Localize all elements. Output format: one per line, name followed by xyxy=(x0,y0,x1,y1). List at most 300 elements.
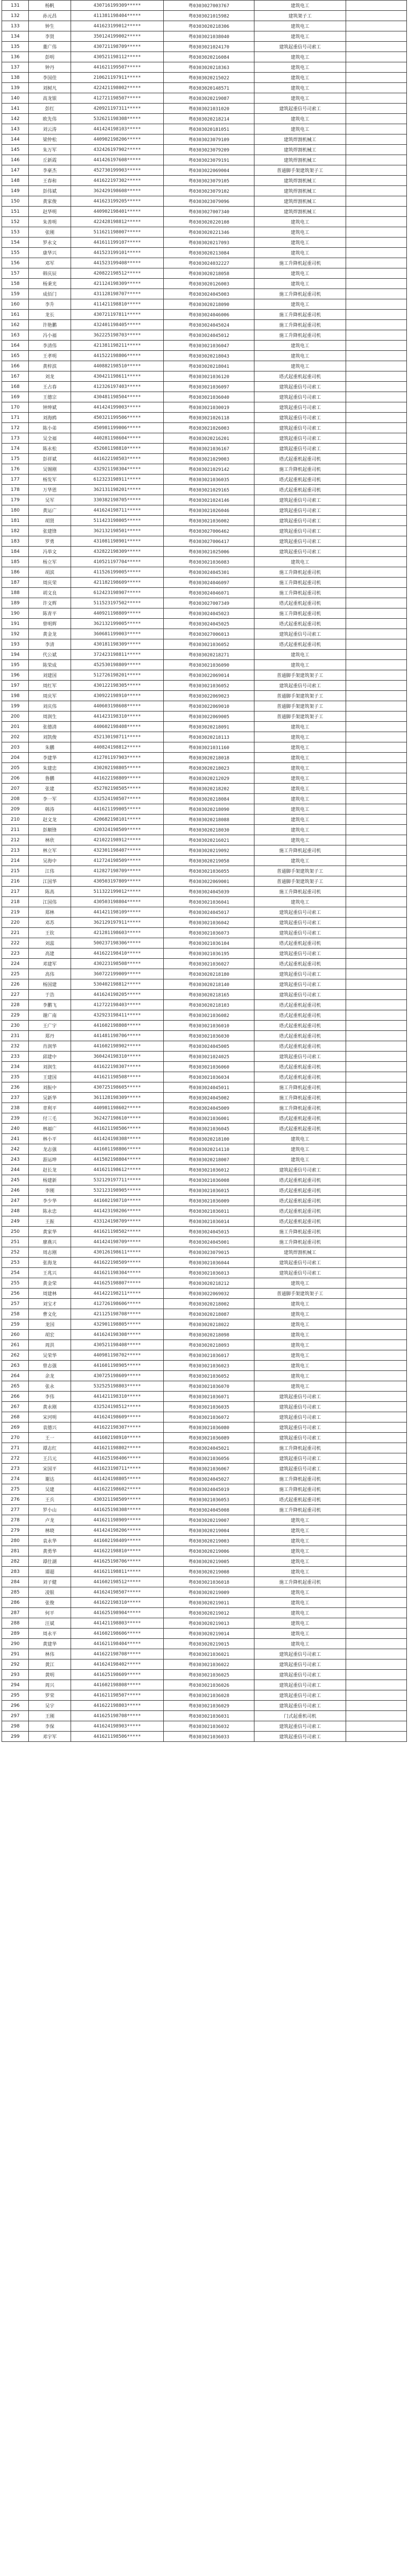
remark-cell xyxy=(346,217,407,227)
remark-cell xyxy=(346,1144,407,1155)
certificate-number-cell: 粤0303021036017 xyxy=(164,1350,254,1361)
name-cell: 董广伟 xyxy=(29,42,71,52)
id-number-cell: 412724198509***** xyxy=(71,856,164,866)
remark-cell xyxy=(346,1721,407,1732)
table-row xyxy=(2,1041,407,1052)
table-row xyxy=(2,21,407,31)
name-cell: 黄梓滨 xyxy=(29,361,71,371)
job-type-cell: 建筑电工 xyxy=(254,1567,346,1577)
row-number-cell: 250 xyxy=(2,1227,29,1237)
certificate-number-cell: 粤0303020218165 xyxy=(164,990,254,1000)
id-number-cell: 430725198609***** xyxy=(71,1371,164,1381)
id-number-cell: 511322199012***** xyxy=(71,887,164,897)
id-number-cell: 412326197403***** xyxy=(71,382,164,392)
certificate-number-cell: 粤0303020218090 xyxy=(164,299,254,310)
certificate-number-cell: 粤0303020219015 xyxy=(164,1639,254,1649)
job-type-cell: 建筑起重信号司索工 xyxy=(254,1165,346,1175)
name-cell: 罗小山 xyxy=(29,1505,71,1515)
row-number-cell: 140 xyxy=(2,93,29,104)
id-number-cell: 432921198304***** xyxy=(71,464,164,474)
row-number-cell: 217 xyxy=(2,887,29,897)
remark-cell xyxy=(346,371,407,382)
name-cell: 陈青平 xyxy=(29,608,71,619)
job-type-cell: 建筑电工 xyxy=(254,279,346,289)
job-type-cell: 建筑起重信号司索工 xyxy=(254,547,346,557)
remark-cell xyxy=(346,1309,407,1319)
certificate-number-cell: 粤0303020218306 xyxy=(164,21,254,31)
name-cell: 刘振中 xyxy=(29,1082,71,1093)
job-type-cell: 建筑起重信号司索工 xyxy=(254,1732,346,1742)
row-number-cell: 133 xyxy=(2,21,29,31)
certificate-number-cell: 粤0303022069005 xyxy=(164,711,254,722)
remark-cell xyxy=(346,526,407,536)
table-row xyxy=(2,62,407,73)
remark-cell xyxy=(346,320,407,330)
row-number-cell: 143 xyxy=(2,124,29,134)
certificate-number-cell: 粤0303021036104 xyxy=(164,938,254,948)
job-type-cell: 建筑电工 xyxy=(254,114,346,124)
certificate-number-cell: 粤0303021036010 xyxy=(164,1021,254,1031)
row-number-cell: 148 xyxy=(2,176,29,186)
remark-cell xyxy=(346,165,407,176)
row-number-cell: 183 xyxy=(2,536,29,547)
id-number-cell: 441421198803***** xyxy=(71,1618,164,1629)
table-row xyxy=(2,742,407,753)
row-number-cell: 196 xyxy=(2,670,29,681)
id-number-cell: 421124198309***** xyxy=(71,279,164,289)
row-number-cell: 144 xyxy=(2,134,29,145)
name-cell: 邓苏 xyxy=(29,918,71,928)
name-cell: 韩涛 xyxy=(29,804,71,815)
table-row xyxy=(2,876,407,887)
row-number-cell: 136 xyxy=(2,52,29,62)
remark-cell xyxy=(346,1155,407,1165)
name-cell: 黄家华 xyxy=(29,1227,71,1237)
job-type-cell: 建筑电工 xyxy=(254,248,346,258)
name-cell: 吴海中 xyxy=(29,856,71,866)
row-number-cell: 271 xyxy=(2,1443,29,1453)
job-type-cell: 建筑电工 xyxy=(254,742,346,753)
name-cell: 万华恩 xyxy=(29,485,71,495)
row-number-cell: 255 xyxy=(2,1278,29,1289)
id-number-cell: 432524198512***** xyxy=(71,1402,164,1412)
certificate-number-cell: 粤0303020218088 xyxy=(164,815,254,825)
id-number-cell: 432301198407***** xyxy=(71,845,164,856)
name-cell: 凌银 xyxy=(29,1587,71,1598)
table-row xyxy=(2,1732,407,1742)
id-number-cell: 430126198611***** xyxy=(71,1247,164,1258)
id-number-cell: 452601198810***** xyxy=(71,444,164,454)
job-type-cell: 建筑起重信号司索工 xyxy=(254,629,346,639)
remark-cell xyxy=(346,516,407,526)
table-row xyxy=(2,474,407,485)
name-cell: 胡宏 xyxy=(29,1330,71,1340)
certificate-number-cell: 粤0303024045027 xyxy=(164,1474,254,1484)
row-number-cell: 163 xyxy=(2,330,29,341)
job-type-cell: 建筑电工 xyxy=(254,650,346,660)
id-number-cell: 430721197811***** xyxy=(71,310,164,320)
job-type-cell: 建筑起重信号司索工 xyxy=(254,516,346,526)
row-number-cell: 210 xyxy=(2,815,29,825)
certificate-number-cell: 粤0303020215022 xyxy=(164,73,254,83)
job-type-cell: 建筑电工 xyxy=(254,1319,346,1330)
table-row xyxy=(2,1690,407,1701)
id-number-cell: 362129197911***** xyxy=(71,918,164,928)
remark-cell xyxy=(346,1598,407,1608)
name-cell: 刘凯俊 xyxy=(29,732,71,742)
remark-cell xyxy=(346,959,407,969)
id-number-cell: 441625198308***** xyxy=(71,1505,164,1515)
name-cell: 吴新华 xyxy=(29,1093,71,1103)
job-type-cell: 塔式起重机起重司机 xyxy=(254,619,346,629)
certificate-number-cell: 粤0303020218007 xyxy=(164,1155,254,1165)
name-cell: 李伟 xyxy=(29,1392,71,1402)
row-number-cell: 171 xyxy=(2,413,29,423)
table-row xyxy=(2,1155,407,1165)
name-cell: 袁永华 xyxy=(29,1536,71,1546)
id-number-cell: 421281198603***** xyxy=(71,928,164,938)
table-row xyxy=(2,773,407,784)
job-type-cell: 建筑电工 xyxy=(254,1350,346,1361)
remark-cell xyxy=(346,938,407,948)
name-cell: 李贤 xyxy=(29,31,71,42)
id-number-cell: 441624198711***** xyxy=(71,505,164,516)
remark-cell xyxy=(346,42,407,52)
id-number-cell: 441625198609***** xyxy=(71,1670,164,1680)
certificate-number-cell: 粤0303021029142 xyxy=(164,464,254,474)
name-cell: 王钦 xyxy=(29,928,71,938)
name-cell: 杨立军 xyxy=(29,557,71,567)
certificate-number-cell: 粤0303020218113 xyxy=(164,732,254,742)
table-row xyxy=(2,887,407,897)
remark-cell xyxy=(346,1453,407,1464)
job-type-cell: 建筑电工 xyxy=(254,73,346,83)
job-type-cell: 施工升降机起重司机 xyxy=(254,1443,346,1453)
job-type-cell: 施工升降机起重司机 xyxy=(254,1237,346,1247)
id-number-cell: 441523199408***** xyxy=(71,258,164,268)
name-cell: 陈小弟 xyxy=(29,423,71,433)
id-number-cell: 441622197302***** xyxy=(71,176,164,186)
row-number-cell: 221 xyxy=(2,928,29,938)
row-number-cell: 147 xyxy=(2,165,29,176)
id-number-cell: 441621198507***** xyxy=(71,1690,164,1701)
row-number-cell: 243 xyxy=(2,1155,29,1165)
id-number-cell: 441622198708***** xyxy=(71,1649,164,1659)
id-number-cell: 452530198809***** xyxy=(71,660,164,670)
row-number-cell: 266 xyxy=(2,1392,29,1402)
table-row xyxy=(2,619,407,629)
row-number-cell: 161 xyxy=(2,310,29,320)
row-number-cell: 299 xyxy=(2,1732,29,1742)
id-number-cell: 441622198509***** xyxy=(71,1258,164,1268)
name-cell: 宋国平 xyxy=(29,1464,71,1474)
remark-cell xyxy=(346,1175,407,1185)
job-type-cell: 建筑电工 xyxy=(254,1361,346,1371)
job-type-cell: 建筑电工 xyxy=(254,1639,346,1649)
table-row xyxy=(2,248,407,258)
id-number-cell: 440824198812***** xyxy=(71,742,164,753)
id-number-cell: 411526199005***** xyxy=(71,567,164,578)
job-type-cell: 建筑焊割机械工 xyxy=(254,1247,346,1258)
name-cell: 吴军 xyxy=(29,495,71,505)
table-row xyxy=(2,1536,407,1546)
table-row xyxy=(2,1577,407,1587)
name-cell: 钟丹 xyxy=(29,62,71,73)
job-type-cell: 建筑电工 xyxy=(254,1587,346,1598)
job-type-cell: 建筑起重信号司索工 xyxy=(254,495,346,505)
table-row xyxy=(2,1711,407,1721)
certificate-number-cell: 粤0303021036044 xyxy=(164,1258,254,1268)
table-row xyxy=(2,1031,407,1041)
name-cell: 张建 xyxy=(29,784,71,794)
remark-cell xyxy=(346,268,407,279)
remark-cell xyxy=(346,907,407,918)
certificate-number-cell: 粤0303020219011 xyxy=(164,1598,254,1608)
remark-cell xyxy=(346,21,407,31)
name-cell: 王吕元 xyxy=(29,1453,71,1464)
job-type-cell: 普通脚手架建筑架子工 xyxy=(254,876,346,887)
table-row xyxy=(2,1165,407,1175)
name-cell: 冯举文 xyxy=(29,547,71,557)
table-row xyxy=(2,1721,407,1732)
job-type-cell: 建筑起重信号司索工 xyxy=(254,990,346,1000)
remark-cell xyxy=(346,681,407,691)
row-number-cell: 185 xyxy=(2,557,29,567)
certificate-number-cell: 粤0303021036031 xyxy=(164,1711,254,1721)
remark-cell xyxy=(346,887,407,897)
row-number-cell: 168 xyxy=(2,382,29,392)
table-row xyxy=(2,1587,407,1598)
id-number-cell: 441601198806***** xyxy=(71,1144,164,1155)
name-cell: 吴全福 xyxy=(29,433,71,444)
job-type-cell: 建筑起重信号司索工 xyxy=(254,444,346,454)
certificate-number-cell: 粤0303021036082 xyxy=(164,1010,254,1021)
row-number-cell: 174 xyxy=(2,444,29,454)
job-type-cell: 建筑电工 xyxy=(254,753,346,763)
certificate-number-cell: 粤0303027003767 xyxy=(164,1,254,11)
id-number-cell: 441622198310***** xyxy=(71,1598,164,1608)
table-row xyxy=(2,938,407,948)
id-number-cell: 432426197902***** xyxy=(71,145,164,155)
job-type-cell: 建筑起重信号司索工 xyxy=(254,1412,346,1422)
table-row xyxy=(2,485,407,495)
id-number-cell: 440882198510***** xyxy=(71,361,164,371)
row-number-cell: 237 xyxy=(2,1093,29,1103)
table-row xyxy=(2,588,407,598)
name-cell: 谢达 xyxy=(29,1474,71,1484)
remark-cell xyxy=(346,114,407,124)
name-cell: 许文辉 xyxy=(29,598,71,608)
certificate-number-cell: 粤0303024045024 xyxy=(164,320,254,330)
id-number-cell: 441424198805***** xyxy=(71,1474,164,1484)
id-number-cell: 441624198609***** xyxy=(71,1412,164,1422)
name-cell: 李一军 xyxy=(29,794,71,804)
certificate-number-cell: 粤0303021036055 xyxy=(164,866,254,876)
id-number-cell: 372423198811***** xyxy=(71,650,164,660)
row-number-cell: 242 xyxy=(2,1144,29,1155)
row-number-cell: 239 xyxy=(2,1113,29,1124)
certificate-number-cell: 粤0303020218093 xyxy=(164,1340,254,1350)
table-row xyxy=(2,835,407,845)
remark-cell xyxy=(346,1618,407,1629)
remark-cell xyxy=(346,145,407,155)
table-row xyxy=(2,1464,407,1474)
job-type-cell: 建筑焊割机械工 xyxy=(254,176,346,186)
id-number-cell: 441622198602***** xyxy=(71,1484,164,1495)
name-cell: 黄建华 xyxy=(29,1639,71,1649)
name-cell: 赵华明 xyxy=(29,207,71,217)
name-cell: 邱建中 xyxy=(29,1052,71,1062)
name-cell: 孙元昌 xyxy=(29,11,71,21)
name-cell: 胡贤 xyxy=(29,516,71,526)
row-number-cell: 226 xyxy=(2,979,29,990)
certificate-number-cell: 粤0303020217093 xyxy=(164,238,254,248)
name-cell: 廖燕兴 xyxy=(29,1237,71,1247)
name-cell: 胡滨 xyxy=(29,567,71,578)
certificate-number-cell: 粤0303024045025 xyxy=(164,619,254,629)
name-cell: 韩庆辰 xyxy=(29,268,71,279)
id-number-cell: 432524198507***** xyxy=(71,794,164,804)
row-number-cell: 241 xyxy=(2,1134,29,1144)
certificate-number-cell: 粤0303021036014 xyxy=(164,1216,254,1227)
id-number-cell: 421125198708***** xyxy=(71,1309,164,1319)
row-number-cell: 288 xyxy=(2,1618,29,1629)
id-number-cell: 441625198406***** xyxy=(71,1453,164,1464)
remark-cell xyxy=(346,1433,407,1443)
id-number-cell: 441622198307***** xyxy=(71,1062,164,1072)
certificate-number-cell: 粤0303020216021 xyxy=(164,835,254,845)
certificate-number-cell: 粤0303021036071 xyxy=(164,1392,254,1402)
table-row xyxy=(2,227,407,238)
id-number-cell: 440981198602***** xyxy=(71,1103,164,1113)
remark-cell xyxy=(346,1402,407,1412)
remark-cell xyxy=(346,722,407,732)
certificate-number-cell: 粤0303021036167 xyxy=(164,444,254,454)
id-number-cell: 440902198401***** xyxy=(71,207,164,217)
certificate-number-cell: 粤0303021036045 xyxy=(164,1124,254,1134)
remark-cell xyxy=(346,1629,407,1639)
id-number-cell: 441625198904***** xyxy=(71,1608,164,1618)
table-row xyxy=(2,1113,407,1124)
table-row xyxy=(2,1185,407,1196)
table-row xyxy=(2,1598,407,1608)
name-cell: 许艳鹏 xyxy=(29,320,71,330)
job-type-cell: 建筑起重信号司索工 xyxy=(254,1392,346,1402)
remark-cell xyxy=(346,1093,407,1103)
table-row xyxy=(2,1422,407,1433)
remark-cell xyxy=(346,1608,407,1618)
row-number-cell: 281 xyxy=(2,1546,29,1556)
name-cell: 宋河明 xyxy=(29,1412,71,1422)
id-number-cell: 532123198905***** xyxy=(71,1185,164,1196)
id-number-cell: 430223198508***** xyxy=(71,959,164,969)
certificate-number-cell: 粤0303021024170 xyxy=(164,42,254,52)
table-row xyxy=(2,608,407,619)
id-number-cell: 441502198804***** xyxy=(71,1155,164,1165)
certificate-number-cell: 粤0303023079096 xyxy=(164,196,254,207)
certificate-number-cell: 粤0303021031160 xyxy=(164,742,254,753)
certificate-number-cell: 粤0303023079191 xyxy=(164,155,254,165)
id-number-cell: 430721198709***** xyxy=(71,42,164,52)
remark-cell xyxy=(346,1268,407,1278)
table-row xyxy=(2,1701,407,1711)
id-number-cell: 511423198005***** xyxy=(71,516,164,526)
certificate-number-cell: 粤0303020212029 xyxy=(164,773,254,784)
job-type-cell: 建筑电工 xyxy=(254,351,346,361)
table-row xyxy=(2,1196,407,1206)
table-row xyxy=(2,330,407,341)
row-number-cell: 162 xyxy=(2,320,29,330)
name-cell: 杨建新 xyxy=(29,1175,71,1185)
name-cell: 刘庆伟 xyxy=(29,701,71,711)
row-number-cell: 180 xyxy=(2,505,29,516)
name-cell: 龙志强 xyxy=(29,1144,71,1155)
certificate-number-cell: 粤0303022069001 xyxy=(164,876,254,887)
table-row xyxy=(2,928,407,938)
table-row xyxy=(2,196,407,207)
remark-cell xyxy=(346,866,407,876)
job-type-cell: 建筑电工 xyxy=(254,1515,346,1526)
table-row xyxy=(2,1124,407,1134)
row-number-cell: 209 xyxy=(2,804,29,815)
table-row xyxy=(2,320,407,330)
row-number-cell: 134 xyxy=(2,31,29,42)
row-number-cell: 178 xyxy=(2,485,29,495)
remark-cell xyxy=(346,124,407,134)
table-row xyxy=(2,165,407,176)
name-cell: 吴锡刚 xyxy=(29,464,71,474)
remark-cell xyxy=(346,423,407,433)
job-type-cell: 建筑起重信号司索工 xyxy=(254,979,346,990)
row-number-cell: 290 xyxy=(2,1639,29,1649)
row-number-cell: 248 xyxy=(2,1206,29,1216)
remark-cell xyxy=(346,485,407,495)
remark-cell xyxy=(346,1587,407,1598)
remark-cell xyxy=(346,948,407,959)
remark-cell xyxy=(346,1196,407,1206)
row-number-cell: 296 xyxy=(2,1701,29,1711)
table-row xyxy=(2,794,407,804)
name-cell: 刘子健 xyxy=(29,1577,71,1587)
table-row xyxy=(2,1227,407,1237)
certificate-number-cell: 粤0303020219013 xyxy=(164,1618,254,1629)
id-number-cell: 431128198707***** xyxy=(71,289,164,299)
row-number-cell: 165 xyxy=(2,351,29,361)
remark-cell xyxy=(346,1515,407,1526)
certificate-number-cell: 粤0303020219007 xyxy=(164,1515,254,1526)
name-cell: 刘云涛 xyxy=(29,124,71,134)
row-number-cell: 202 xyxy=(2,732,29,742)
name-cell: 林福广 xyxy=(29,1124,71,1134)
remark-cell xyxy=(346,1474,407,1484)
table-row xyxy=(2,1443,407,1453)
job-type-cell: 塔式起重机起重司机 xyxy=(254,1216,346,1227)
name-cell: 王一 xyxy=(29,1433,71,1443)
remark-cell xyxy=(346,1258,407,1268)
job-type-cell: 建筑电工 xyxy=(254,1144,346,1155)
id-number-cell: 430503197809***** xyxy=(71,876,164,887)
job-type-cell: 塔式起重机起重司机 xyxy=(254,1206,346,1216)
certificate-number-cell: 粤0303020218058 xyxy=(164,268,254,279)
job-type-cell: 建筑电工 xyxy=(254,361,346,371)
certificate-number-cell: 粤0303024045019 xyxy=(164,1484,254,1495)
remark-cell xyxy=(346,969,407,979)
table-row xyxy=(2,341,407,351)
row-number-cell: 227 xyxy=(2,990,29,1000)
job-type-cell: 施工升降机起重司机 xyxy=(254,1103,346,1113)
id-number-cell: 411381198404***** xyxy=(71,11,164,21)
table-row xyxy=(2,1453,407,1464)
